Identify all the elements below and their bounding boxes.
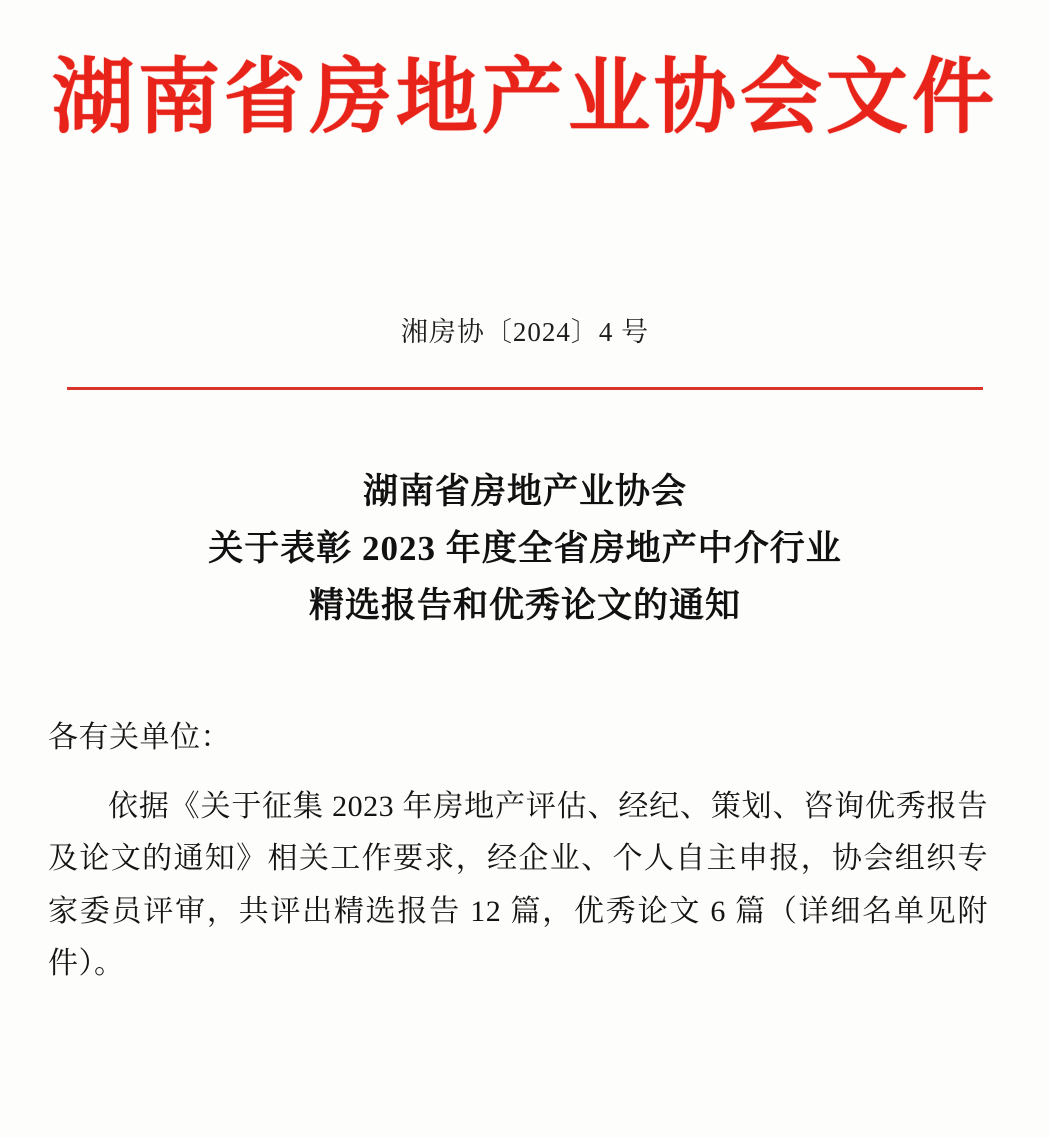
document-body <box>0 712 1050 991</box>
masthead-title: 湖南省房地产业协会文件 <box>51 49 998 145</box>
body-paragraph-1: 依据《关于征集 2023 年房地产评估、经纪、策划、咨询优秀报告及论文的通知》相关工作要求，经企业、个人自主申报，协会组织专家委员评审，共评出精选报告 12 篇，优秀论文 6 篇（详细名单见附件）。 <box>48 789 988 981</box>
title-line-3: 精选报告和优秀论文的通知 <box>308 585 741 625</box>
document-title <box>0 464 1050 634</box>
title-line-1: 湖南省房地产业协会 <box>362 472 687 512</box>
masthead <box>0 0 1050 145</box>
title-line-2: 关于表彰 2023 年度全省房地产中介行业 <box>208 528 842 568</box>
red-separator-rule <box>67 387 983 390</box>
document-number: 湘房协〔2024〕4 号 <box>400 317 650 348</box>
salutation: 各有关单位： <box>48 721 231 755</box>
